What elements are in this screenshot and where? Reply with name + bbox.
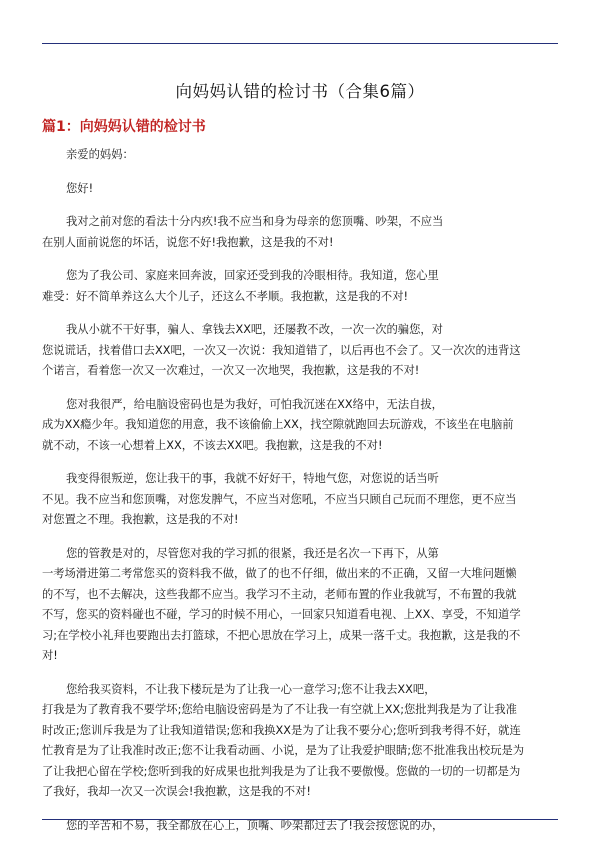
paragraph-line: 对! [42, 649, 58, 662]
paragraph-line: 就不动，不该一心想着上XX，不该去XX吧。我抱歉，这是我的不对! [42, 438, 383, 452]
paragraph-line: 您好! [66, 181, 94, 195]
section-heading: 篇1：向妈妈认错的检讨书 [42, 119, 206, 135]
paragraph-line: 时改正;您训斥我是为了让我知道错误;您和我换XX是为了让我不要分心;您听到我考得不好，就连 [42, 723, 521, 737]
paragraph [42, 680, 558, 803]
paragraph-line: 难受：好不简单养这么大个儿子，还这么不孝顺。我抱歉，这是我的不对! [42, 289, 409, 303]
paragraph-line: 个诺言，看着您一次又一次难过，一次又一次地哭，我抱歉，这是我的不对! [42, 364, 420, 377]
paragraph-line: 的不写，也不去解决，这些我都不应当。我学习不主动，老师布置的作业我就写，不布置的我就 [42, 587, 517, 601]
paragraph-line: 成为XX瘾少年。我知道您的用意，我不该偷偷上XX，找空隙就跑回去玩游戏，不该坐在电脑前 [42, 418, 514, 431]
paragraph-line: 打我是为了教育我不要学坏;您给电脑设密码是为了不让我一有空就上XX;您批判我是为了让我准 [42, 703, 517, 716]
paragraph [42, 469, 558, 531]
paragraph [42, 145, 558, 166]
paragraph-line: 我对之前对您的看法十分内疚!我不应当和身为母亲的您顶嘴、吵架，不应当 [66, 215, 444, 228]
paragraph-line: 您的辛苦和不易，我全都放在心上，顶嘴、吵架都过去了!我会按您说的办， [66, 818, 444, 832]
paragraph [42, 544, 558, 667]
document-body [42, 145, 558, 849]
paragraph-line: 亲爱的妈妈： [66, 148, 134, 161]
paragraph-line: 您为了我公司、家庭来回奔波，回家还受到我的冷眼相待。我知道，您心里 [66, 269, 439, 282]
footer-rule [42, 819, 558, 820]
paragraph [42, 266, 558, 307]
header-rule [42, 43, 558, 44]
paragraph [42, 320, 558, 382]
paragraph [42, 179, 558, 200]
paragraph-line: 了让我把心留在学校;您听到我的好成果也批判我是为了让我不要傲慢。您做的一切的一切都是为 [42, 764, 521, 778]
paragraph-line: 习;在学校小礼拜也要跑出去打篮球，不把心思放在学习上，成果一落千丈。我抱歉，这是我的不 [42, 628, 521, 642]
paragraph-line: 您说谎话，找着借口去XX吧，一次又一次说：我知道错了，以后再也不会了。又一次次的违背这 [42, 343, 521, 357]
paragraph-line: 您对我很严，给电脑设密码也是为我好，可怕我沉迷在XX络中，无法自拔， [66, 397, 443, 411]
paragraph-line: 一考场滑进第二考常您买的资料我不做，做了的也不仔细，做出来的不正确，又留一大堆问题懒 [42, 567, 517, 580]
paragraph-line: 在别人面前说您的坏话，说您不好!我抱歉，这是我的不对! [42, 235, 334, 249]
paragraph-line: 不见。我不应当和您顶嘴，对您发脾气，不应当对您吼，不应当只顾自己玩而不理您，更不应当 [42, 492, 517, 506]
paragraph-line: 忙教育是为了让我准时改正;您不让我看动画、小说，是为了让我爱护眼睛;您不批准我出校玩是为 [42, 744, 525, 757]
paragraph-line: 您给我买资料，不让我下楼玩是为了让我一心一意学习;您不让我去XX吧， [66, 682, 436, 696]
paragraph-line: 对您置之不理。我抱歉，这是我的不对! [42, 513, 239, 526]
paragraph [42, 395, 558, 457]
document-title: 向妈妈认错的检讨书（合集6篇） [175, 82, 425, 101]
paragraph-line: 我变得很叛逆，您让我干的事，我就不好好干，特地气您，对您说的话当听 [66, 472, 439, 485]
paragraph-line: 您的管教是对的，尽管您对我的学习抓的很紧，我还是名次一下再下，从第 [66, 546, 439, 560]
paragraph-line: 了我好，我却一次又一次误会!我抱歉，这是我的不对! [42, 785, 311, 798]
paragraph-line: 不写，您买的资料碰也不碰，学习的时候不用心，一回家只知道看电视、上XX、享受，不知道学 [42, 608, 521, 621]
paragraph-line: 我从小就不干好事，骗人、拿钱去XX吧，还屡教不改，一次一次的骗您，对 [66, 323, 443, 336]
paragraph [42, 212, 558, 253]
